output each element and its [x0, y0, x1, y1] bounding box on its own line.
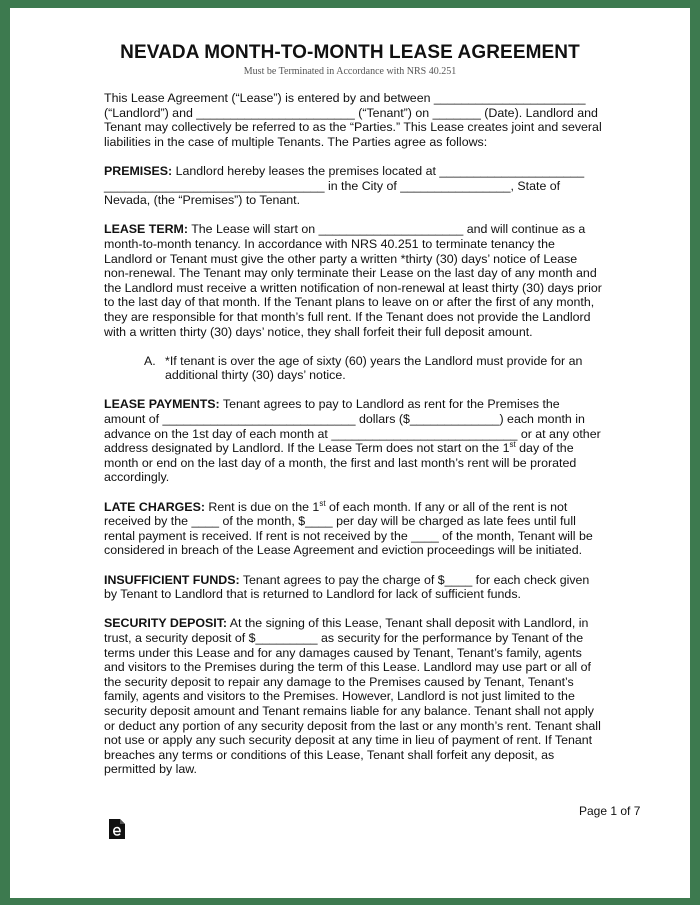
late-text-2: of each month. If any or all of the rent is not received by the ____ of the month, $____ per day will be charged as late fees until full rental payment is received. If rent is not received by the ____ of the month, Tenant will be considered in breach of the Lease Agreement and eviction proceedings will be initiated. [104, 499, 593, 558]
deposit-heading: SECURITY DEPOSIT: [104, 616, 228, 631]
funds-text: Tenant agrees to pay the charge of $____ for each check given by Tenant to Landlord that is returned to Landlord for lack of sufficient funds. [104, 572, 590, 602]
lease-term-heading: LEASE TERM: [104, 222, 188, 237]
lease-term-text: The Lease will start on _____________________ and will continue as a month-to-month tenancy. In accordance with NRS 40.251 to terminate tenancy the Landlord or Tenant must give the other party a written *thirty (30) days’ notice of Lease non-renewal. The Tenant may only terminate their Lease on the last day of any month and the Landlord must receive a written notification of non-renewal at least thirty (30) days prior to the last day of that month. If the Tenant plans to leave on or after the first of any month, they are responsible for that month’s full rent. If the Tenant does not provide the Landlord with a written thirty (30) days’ notice, they shall forfeit their full deposit amount. [104, 222, 602, 339]
insufficient-funds-paragraph [104, 573, 604, 602]
age-note-paragraph [104, 354, 604, 383]
funds-heading: INSUFFICIENT FUNDS: [104, 572, 240, 587]
late-heading: LATE CHARGES: [104, 499, 205, 514]
eforms-logo-icon [108, 818, 126, 840]
late-text-1: Rent is due on the 1 [204, 499, 320, 514]
payments-text-1: Tenant agrees to pay to Landlord as rent for the Premises the amount of ____________________________ dollars ($_____________) each month in advance on the 1st day of each month at ___________________________ or at any other address designated by Landlord. If the Lease Term does not start on the 1 [104, 397, 601, 456]
premises-text: Landlord hereby leases the premises located at _____________________ ________________________________ in the City of ________________, State of Nevada, (the “Premises”) to Tenant. [104, 163, 585, 208]
security-deposit-paragraph [104, 616, 604, 777]
premises-paragraph [104, 164, 604, 208]
payments-superscript: st [509, 440, 516, 450]
note-label: A. [144, 353, 156, 368]
payments-heading: LEASE PAYMENTS: [104, 397, 220, 412]
note-text: *If tenant is over the age of sixty (60) years the Landlord must provide for an additional thirty (30) days’ notice. [165, 353, 583, 383]
intro-paragraph: This Lease Agreement (“Lease”) is entered by and between ______________________ (“Landlord”) and _______________________ (“Tenant”) on _______ (Date). Landlord and Tenant may collectively be referred to as the “Parties.” This Lease creates joint and several liabilities in the case of multiple Tenants. The Parties agree as follows: [104, 91, 602, 149]
document-body [104, 91, 604, 792]
premises-heading: PREMISES: [104, 163, 173, 178]
document-title: NEVADA MONTH-TO-MONTH LEASE AGREEMENT [120, 42, 580, 63]
late-charges-paragraph [104, 500, 604, 558]
payments-text-2: day of the month or end on the last day of a month, the first and last month’s rent will be prorated accordingly. [104, 441, 577, 485]
document-page [10, 8, 690, 898]
page-number: Page 1 of 7 [579, 804, 641, 818]
late-superscript: st [319, 498, 326, 508]
deposit-text: At the signing of this Lease, Tenant shall deposit with Landlord, in trust, a security deposit of $_________ as security for the performance by Tenant of the terms under this Lease and for any damages caused by Tenant, Tenant’s family, agents and visitors to the Premises during the term of this Lease. Landlord may use part or all of the security deposit to repair any damage to the Premises caused by Tenant, Tenant’s family, agents and visitors to the Premises. However, Landlord is not just limited to the security deposit amount and Tenant remains liable for any balance. Tenant shall not apply or deduct any portion of any security deposit from the last or any month’s rent. Tenant shall not use or apply any such security deposit at any time in lieu of payment of rent. If Tenant breaches any terms or conditions of this Lease, Tenant shall forfeit any deposit, as permitted by law. [104, 616, 601, 777]
document-subtitle: Must be Terminated in Accordance with NRS 40.251 [243, 66, 457, 77]
lease-payments-paragraph [104, 397, 604, 485]
lease-term-paragraph [104, 222, 604, 339]
